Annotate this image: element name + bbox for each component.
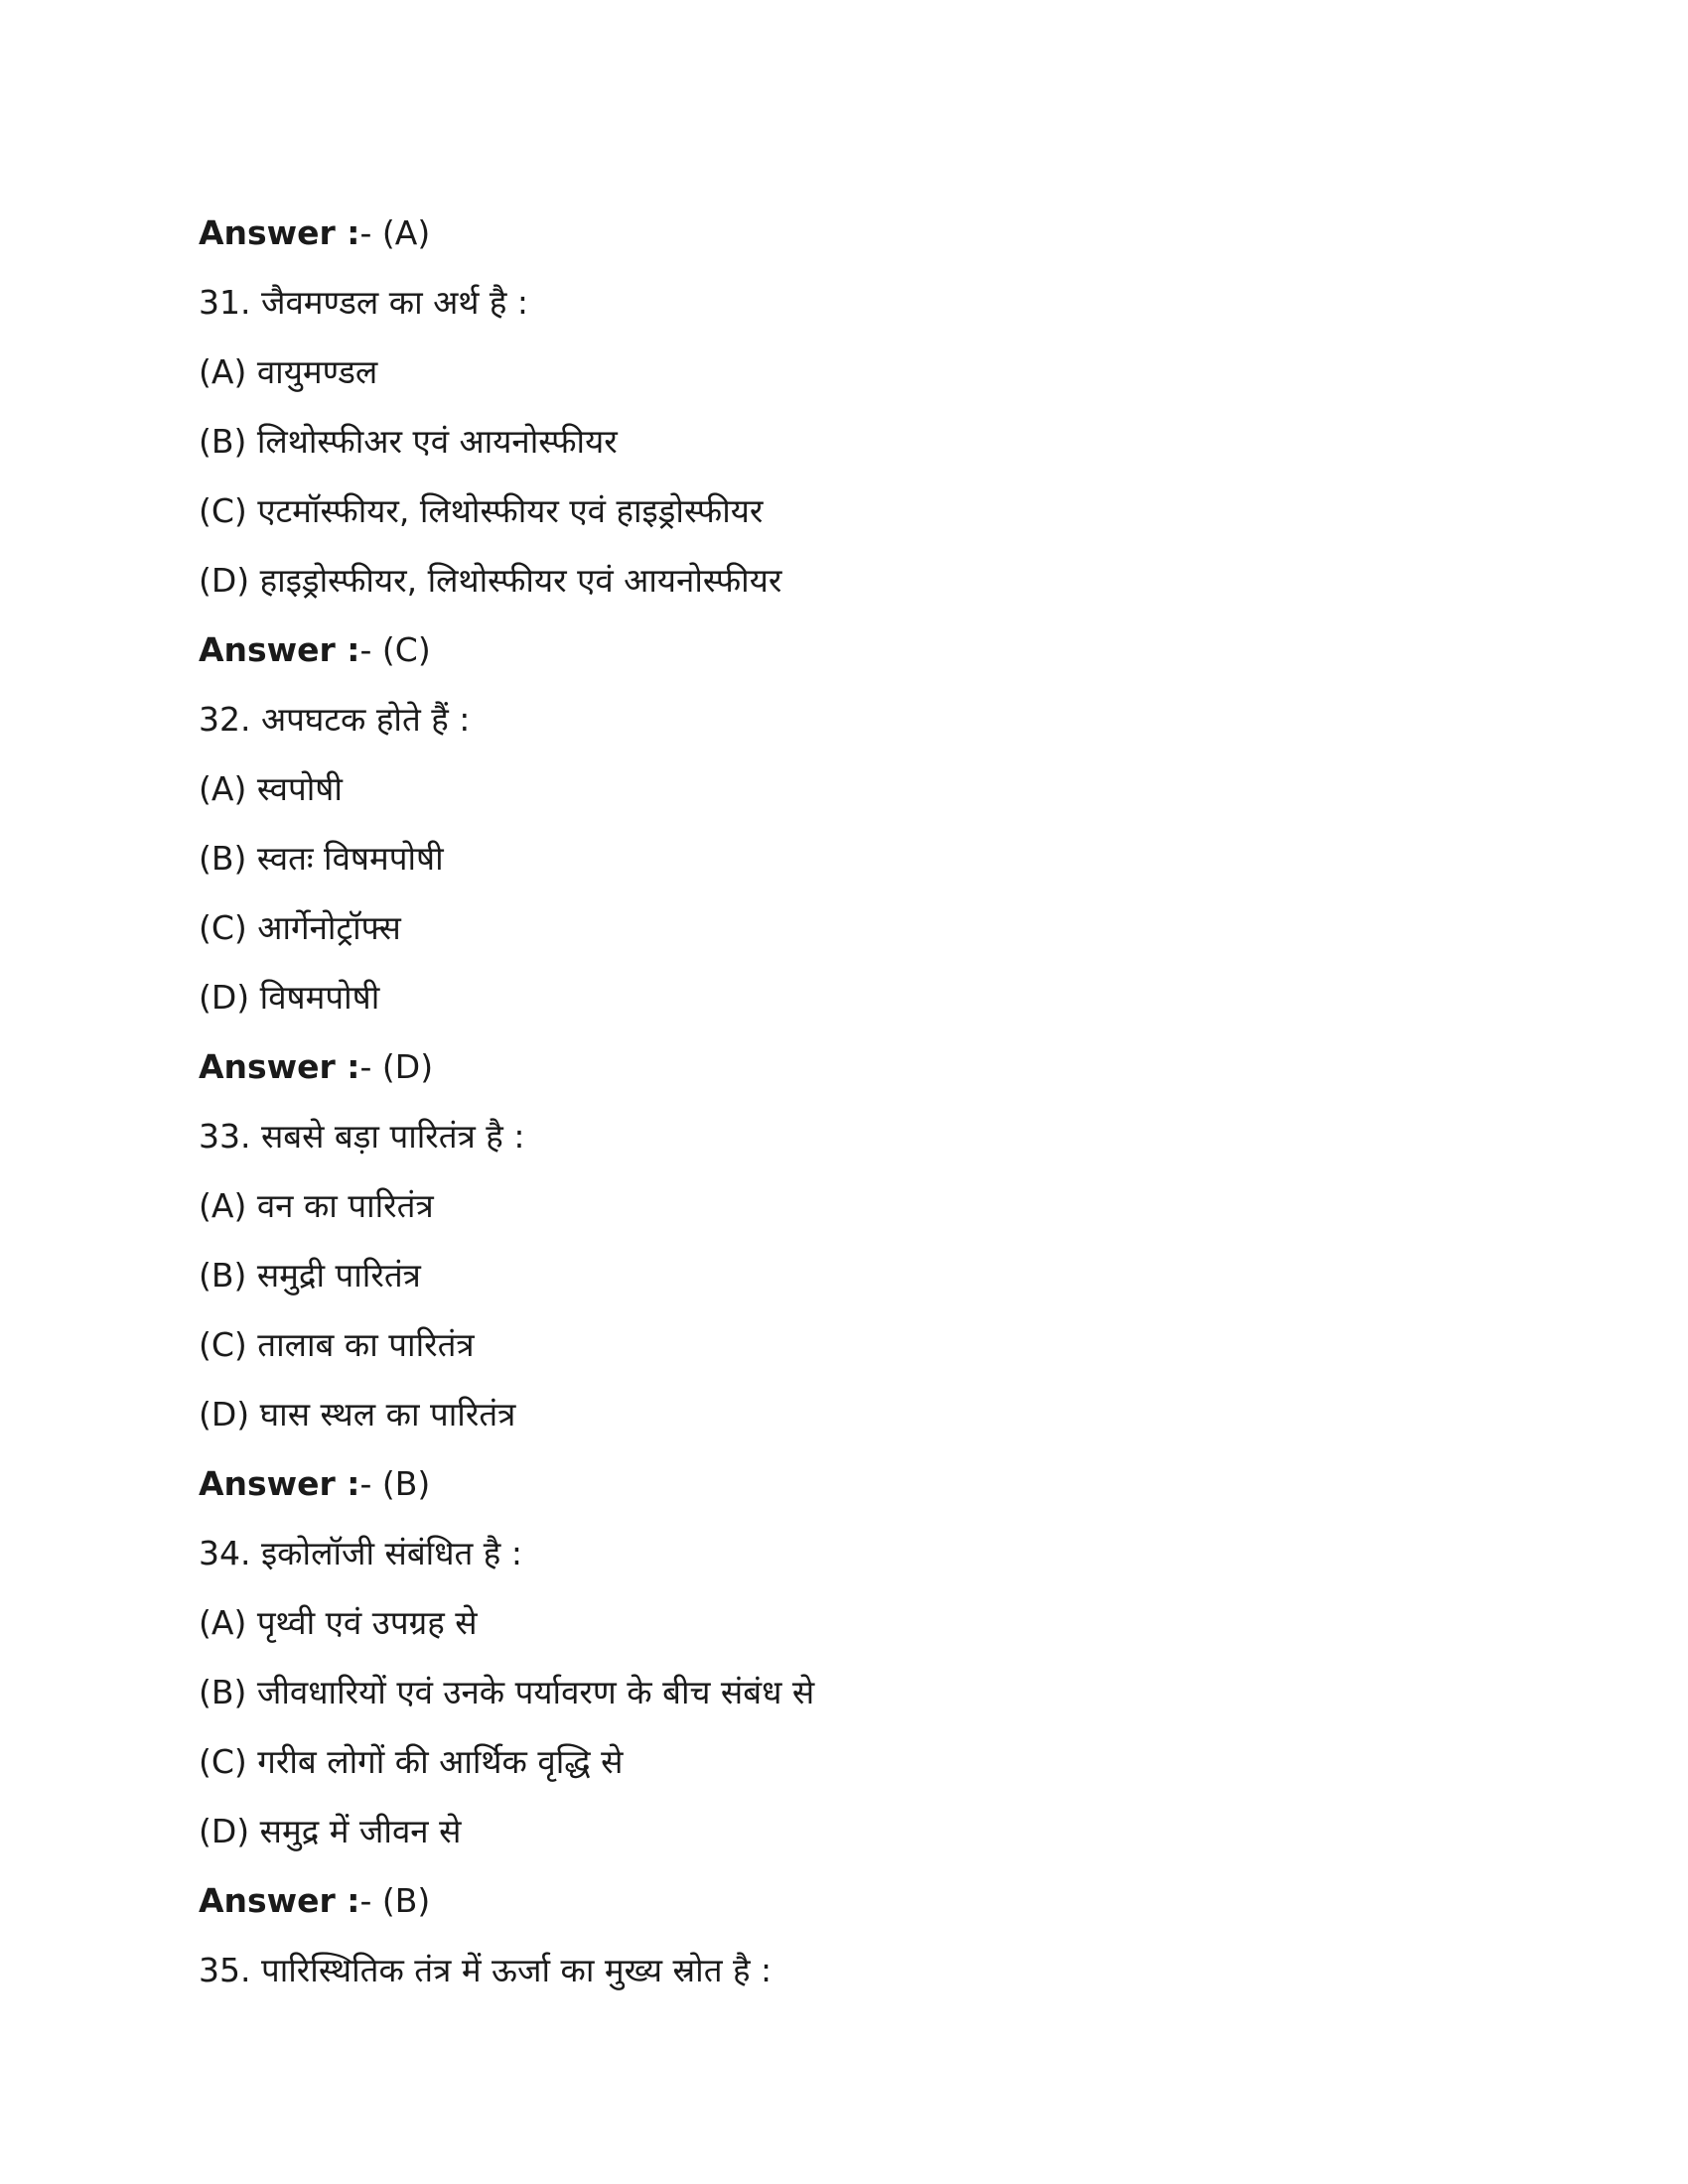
option-b: (B) समुद्री पारितंत्र <box>199 1256 421 1295</box>
question-text: 33. सबसे बड़ा पारितंत्र है : <box>199 1117 525 1156</box>
answer-line <box>199 615 1509 685</box>
answer-line <box>199 1032 1509 1102</box>
option-a: (A) स्वपोषी <box>199 769 343 808</box>
answer-label: Answer : <box>199 213 360 252</box>
option-a: (A) वायुमण्डल <box>199 352 378 391</box>
option-b: (B) जीवधारियों एवं उनके पर्यावरण के बीच संबंध से <box>199 1673 815 1711</box>
option-d: (D) विषमपोषी <box>199 978 380 1017</box>
option-a: (A) वन का पारितंत्र <box>199 1186 434 1225</box>
answer-value: - (B) <box>359 1464 431 1503</box>
answer-label: Answer : <box>199 1464 360 1503</box>
answer-value: - (B) <box>359 1881 431 1920</box>
document-page <box>199 199 1509 2005</box>
question-text: 35. पारिस्थितिक तंत्र में ऊर्जा का मुख्य स्रोत है : <box>199 1951 773 1989</box>
option-d: (D) घास स्थल का पारितंत्र <box>199 1395 516 1433</box>
answer-value: - (C) <box>359 630 431 669</box>
option-b: (B) लिथोस्फीअर एवं आयनोस्फीयर <box>199 422 618 461</box>
answer-line <box>199 1866 1509 1936</box>
option-d: (D) हाइड्रोस्फीयर, लिथोस्फीयर एवं आयनोस्फीयर <box>199 561 782 600</box>
option-d: (D) समुद्र में जीवन से <box>199 1812 462 1850</box>
option-c: (C) आर्गेनोट्रॉफ्स <box>199 908 401 947</box>
option-b: (B) स्वतः विषमपोषी <box>199 839 444 878</box>
answer-label: Answer : <box>199 1881 360 1920</box>
question-text: 32. अपघटक होते हैं : <box>199 700 471 739</box>
answer-value: - (A) <box>359 213 431 252</box>
option-c: (C) तालाब का पारितंत्र <box>199 1325 475 1364</box>
option-c: (C) एटमॉस्फीयर, लिथोस्फीयर एवं हाइड्रोस्फीयर <box>199 491 764 530</box>
answer-line <box>199 1449 1509 1519</box>
question-text: 34. इकोलॉजी संबंधित है : <box>199 1534 522 1572</box>
option-a: (A) पृथ्वी एवं उपग्रह से <box>199 1603 478 1642</box>
answer-label: Answer : <box>199 630 360 669</box>
answer-line <box>199 199 1509 268</box>
question-text: 31. जैवमण्डल का अर्थ है : <box>199 283 529 322</box>
option-c: (C) गरीब लोगों की आर्थिक वृद्धि से <box>199 1742 624 1781</box>
answer-label: Answer : <box>199 1047 360 1086</box>
answer-value: - (D) <box>359 1047 434 1086</box>
